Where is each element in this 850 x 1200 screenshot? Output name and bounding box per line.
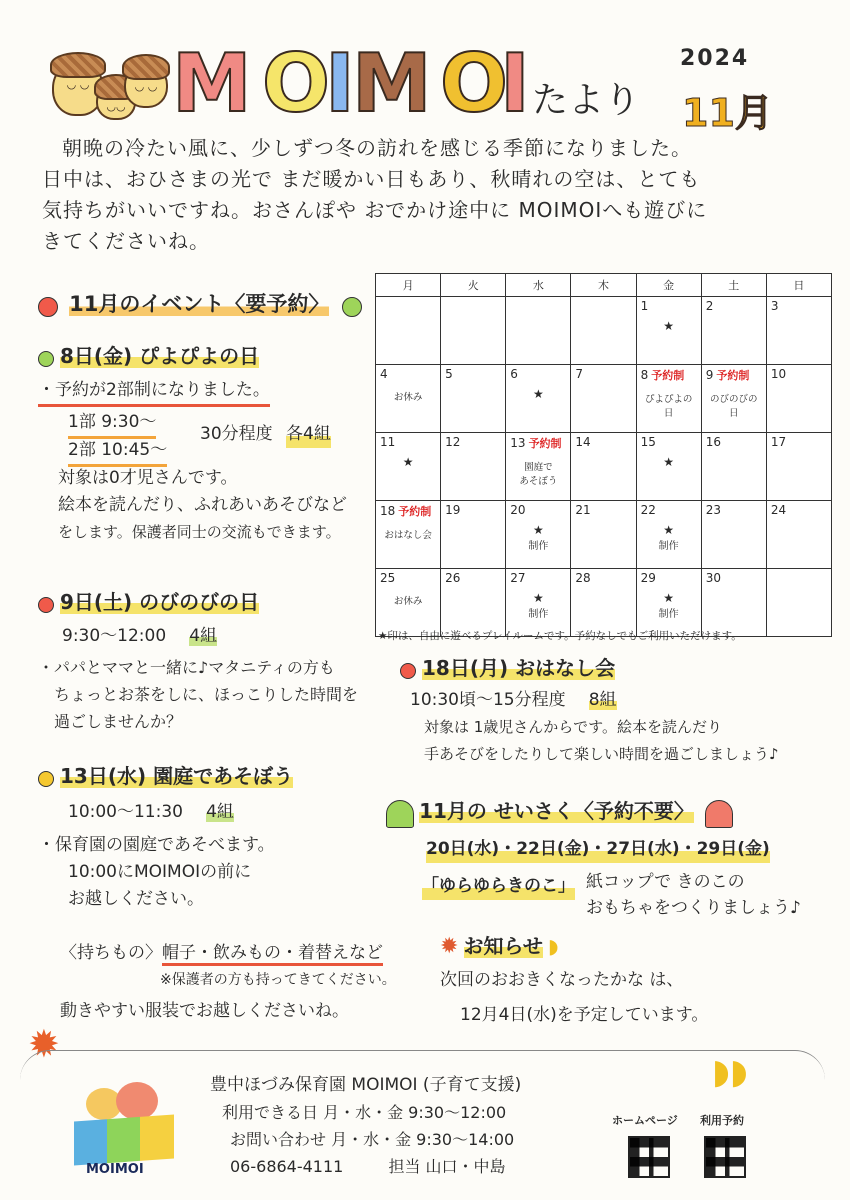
calendar-day [506,569,571,637]
qr-code-homepage[interactable] [628,1136,670,1178]
day-number: 25 [380,571,396,585]
calendar-day [636,433,701,501]
calendar-day [571,365,636,433]
intro-line: きてくださいね。 [42,229,210,253]
calendar-day [506,365,571,433]
craft-dates: 20日(水)・22日(金)・27日(水)・29日(金) [426,836,770,863]
event-text: 対象は 1歳児さんからです。絵本を読んだり [424,718,722,736]
day-number: 14 [575,435,591,449]
footer-info [210,1072,521,1180]
acorn-face-icon: ◡ ◡ [52,60,104,116]
calendar-day [571,569,636,637]
calendar-day [701,297,766,365]
qr-homepage-label: ホームページ [612,1114,678,1127]
maple-leaf-icon: ✹ [440,934,459,959]
event-time: 10:30頃～15分程度 [410,690,566,710]
event-text: 手あそびをしたりして楽しい時間を過ごしましょう♪ [424,745,779,763]
notice-text: 12月4日(水)を予定しています。 [460,1005,709,1025]
calendar-footnote: ★印は、自由に遊べるプレイルームです。予約なしでもご利用いただけます。 [378,630,742,642]
calendar-day [571,433,636,501]
craft-title: 11月の せいさく〈予約不要〉 [419,799,694,823]
day-number: 23 [705,503,721,517]
craft-text: おもちゃをつくりましょう♪ [586,897,801,918]
day-number: 9 [705,368,714,382]
event-time: 1部 9:30～ [68,409,156,439]
calendar-weekday: 金 [636,274,701,297]
belongings-text: 動きやすい服装でお越しくださいね。 [60,1001,349,1021]
day-note: ぴよぴよの日 [644,394,693,419]
calendar-day [376,501,441,569]
day-note: おはなし会 [384,530,432,541]
event-text: ・保育園の園庭であそべます。 [38,835,275,855]
calendar-day [636,569,701,637]
calendar-day [376,433,441,501]
intro-text [42,133,802,257]
day-number: 19 [445,503,461,517]
day-number: 30 [705,571,721,585]
day-number: 13 [510,436,526,450]
notice-section [440,930,830,1029]
day-number: 24 [770,503,787,517]
logo-text: MOIMOI [86,1162,144,1177]
day-number: 6 [510,367,518,381]
page-title [0,0,1,1]
apple-icon [38,771,54,787]
day-note: お休み [393,596,423,607]
day-number: 1 [640,299,649,313]
event-text: 絵本を読んだり、ふれあいあそびなど [58,495,347,515]
calendar-weekday: 土 [701,274,766,297]
calendar-day [766,433,831,501]
title-letter-i1: I [325,37,355,130]
calendar-day [701,365,766,433]
calendar-day [766,569,831,637]
apple-icon [342,297,362,317]
calendar-weekday: 日 [766,274,831,297]
calendar-weekday: 火 [441,274,506,297]
event-text: お越しください。 [68,889,204,909]
day-number: 4 [380,367,388,381]
event-title: 13日(水) 園庭であそぼう [60,764,294,788]
star-icon: ★ [402,455,414,469]
ginkgo-leaf-icon: ◗ [548,934,559,958]
reservation-tag: 予約制 [716,369,750,382]
event-time: 2部 10:45～ [68,437,167,467]
calendar-week [376,501,832,569]
belongings-label: 〈持ちもの〉 [60,943,162,963]
event-ohanashi [400,652,830,768]
qr-code-reserve[interactable] [704,1136,746,1178]
event-title: 9日(土) のびのびの日 [60,590,260,614]
calendar-day [766,297,831,365]
notice-text: 次回のおおきくなったかな は、 [440,970,684,990]
acorn-face-icon: ◡◡ [96,82,136,120]
calendar-day [441,365,506,433]
calendar-day [376,365,441,433]
acorn-face-icon: ◡ ◡ [124,62,168,108]
calendar-day [636,297,701,365]
footer-name: 豊中ほづみ保育園 MOIMOI (子育て支援) [210,1075,522,1095]
star-icon: ★ [532,523,544,537]
calendar-day [701,569,766,637]
event-capacity: 4組 [189,626,218,646]
calendar-week [376,433,832,501]
calendar-day [766,365,831,433]
events-heading-text: 11月のイベント〈要予約〉 [69,292,330,316]
calendar-week [376,297,832,365]
calendar-day [506,433,571,501]
calendar-day [636,501,701,569]
event-text: ・予約が2部制になりました。 [38,377,270,407]
craft-section [386,795,826,925]
star-icon: ★ [532,387,544,401]
day-number: 10 [770,367,787,381]
reservation-tag: 予約制 [651,369,685,382]
day-number: 17 [770,435,787,449]
mushroom-icon [705,800,733,828]
event-title: 8日(金) ぴよぴよの日 [60,344,260,368]
calendar-day [376,297,441,365]
day-number: 16 [705,435,721,449]
belongings [60,940,440,1025]
calendar-day [766,501,831,569]
title-suffix: たより [532,80,641,121]
maple-leaf-icon: ✹ [28,1022,60,1066]
footer-phone: 06-6864-4111 [230,1157,344,1176]
calendar-day [441,501,506,569]
day-note: お休み [393,392,423,403]
day-number: 27 [510,571,526,585]
day-note: 園庭で [524,462,553,473]
event-title: 18日(月) おはなし会 [422,656,616,680]
title-letter-i2: I [500,37,530,130]
title-letter-o1: O [262,37,331,130]
star-icon: ★ [663,523,675,537]
apple-icon [400,663,416,679]
intro-line: 日中は、おひさまの光で まだ暖かい日もあり、秋晴れの空は、とても [42,167,701,191]
event-time: 10:00～11:30 [68,802,183,822]
bear-icon [116,1082,158,1120]
title-letter-m1: M [172,37,252,130]
event-time: 9:30～12:00 [62,626,167,646]
qr-reserve-label: 利用予約 [700,1114,744,1127]
day-note: 制作 [528,541,549,552]
star-icon: ★ [663,319,675,333]
day-number: 20 [510,503,526,517]
month: 11月 [682,91,773,135]
ginkgo-leaf-icon: ◗◗ [712,1052,748,1092]
footer-hours: 利用できる日 月・水・金 9:30～12:00 [222,1103,507,1122]
year: 2024 [680,46,750,71]
event-text: ちょっとお茶をしに、ほっこりした時間を [54,685,359,704]
day-number: 22 [640,503,656,517]
calendar-day [571,501,636,569]
calendar-day [441,297,506,365]
day-note: のびのびの日 [710,394,758,419]
event-text: 過ごしませんか？ [54,712,183,731]
events-heading [38,288,368,318]
calendar-day [376,569,441,637]
calendar-weekday: 木 [571,274,636,297]
event-text: 10:00にMOIMOIの前に [68,862,252,882]
title-letter-m2: M [352,37,432,130]
day-number: 29 [640,571,656,585]
calendar-day [441,433,506,501]
event-duration: 30分程度 [200,424,273,444]
apple-icon [38,597,54,613]
event-text: ・パパとママと一緒に♪マタニティの方も [38,658,335,677]
day-number: 2 [705,299,714,313]
calendar-day [701,501,766,569]
event-nobinobi [38,586,368,735]
day-note: 制作 [528,609,549,620]
logo [66,1082,181,1182]
calendar-day [701,433,766,501]
event-capacity: 各4組 [286,421,331,448]
book-icon [74,1115,174,1166]
reservation-tag: 予約制 [528,437,562,450]
day-note: 制作 [658,541,679,552]
calendar-day [571,297,636,365]
calendar-week [376,365,832,433]
event-entei [38,760,368,913]
calendar-day [441,569,506,637]
star-icon: ★ [663,455,675,469]
intro-line: 気持ちがいいですね。おさんぽや おでかけ途中に MOIMOIへも遊びに [42,198,708,222]
calendar-day [506,297,571,365]
event-text: 対象は0才児さんです。 [58,468,238,488]
day-note: 制作 [658,609,679,620]
event-piyopiyo [38,340,368,546]
day-number: 3 [770,299,779,313]
calendar-weekday: 月 [376,274,441,297]
footer-staff: 担当 山口・中島 [388,1157,506,1176]
calendar-day [506,501,571,569]
footer-contact: お問い合わせ 月・水・金 9:30～14:00 [230,1130,515,1149]
craft-name: 「ゆらゆらきのこ」 [422,873,575,900]
event-capacity: 4組 [206,802,234,822]
belongings-items: 帽子・飲みもの・着替えなど [162,943,383,966]
calendar-week [376,569,832,637]
belongings-note: ※保護者の方も持ってきてください。 [160,972,396,988]
event-capacity: 8組 [588,690,617,710]
craft-text: 紙コップで きのこの [586,871,745,892]
day-number: 15 [640,435,656,449]
day-number: 5 [445,367,453,381]
day-number: 8 [640,368,649,382]
event-text: をします。保護者同士の交流もできます。 [58,523,341,541]
reservation-tag: 予約制 [398,505,432,518]
notice-title: お知らせ [463,934,543,958]
day-number: 18 [380,504,396,518]
intro-line: 朝晩の冷たい風に、少しずつ冬の訪れを感じる季節になりました。 [62,136,692,160]
star-icon: ★ [532,591,544,605]
calendar-weekday: 水 [506,274,571,297]
day-number: 11 [380,435,396,449]
day-number: 12 [445,435,461,449]
day-number: 26 [445,571,461,585]
apple-icon [38,297,58,317]
day-number: 28 [575,571,591,585]
mushroom-icon [386,800,414,828]
calendar-day [636,365,701,433]
day-number: 21 [575,503,591,517]
star-icon: ★ [663,591,675,605]
day-number: 7 [575,367,584,381]
apple-icon [38,351,54,367]
title-letter-o2: O [440,37,509,130]
calendar [375,273,832,637]
day-note: あそぼう [519,476,558,487]
